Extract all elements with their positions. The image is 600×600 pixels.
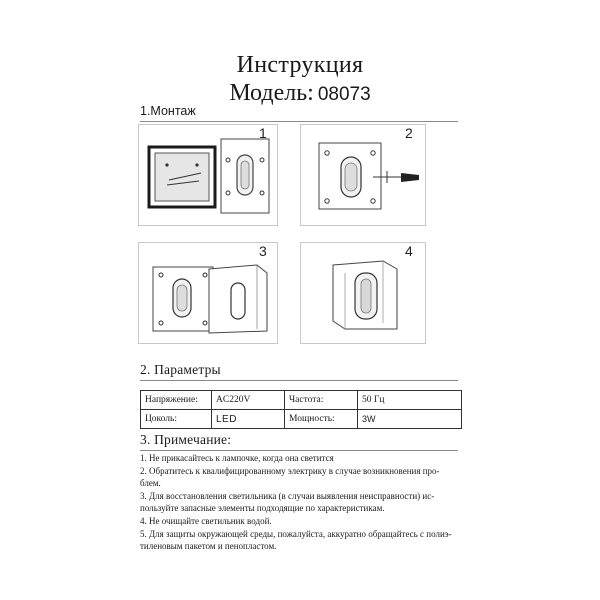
- param-label: Мощность:: [285, 410, 358, 429]
- section-parameters-divider: [140, 380, 458, 381]
- step-1-illustration: [139, 125, 277, 225]
- section-notes-divider: [140, 450, 458, 451]
- parameters-table: [140, 390, 462, 429]
- step-4-number: 4: [405, 243, 413, 259]
- step-4-panel: [300, 242, 426, 344]
- model-number: 08073: [317, 84, 371, 105]
- table-row: [141, 391, 462, 410]
- section-notes-heading: 3. Примечание:: [140, 432, 232, 447]
- note-line: 1. Не прикасайтесь к лампочке, когда она светится: [140, 453, 334, 463]
- param-value: 50 Гц: [358, 391, 462, 410]
- param-value: LED: [212, 410, 285, 429]
- step-2-number: 2: [405, 125, 413, 141]
- model-line: [0, 80, 600, 107]
- note-line: 2. Обратитесь к квалифицированному электрику в случае возникновения про-: [140, 465, 440, 476]
- section-mounting-divider: [140, 121, 458, 122]
- section-parameters-heading: 2. Параметры: [140, 362, 221, 377]
- param-label: Напряжение:: [141, 391, 212, 410]
- note-line: пользуйте запасные элементы подходящие по характеристикам.: [140, 503, 385, 514]
- note-line: блем.: [140, 478, 161, 489]
- step-3-illustration: [139, 243, 277, 343]
- notes-list: [140, 452, 452, 553]
- document-title: Инструкция: [236, 52, 364, 78]
- param-value: 3W: [358, 410, 462, 429]
- note-line: тиленовым пакетом и пенопластом.: [140, 541, 277, 552]
- step-2-panel: [300, 124, 426, 226]
- note-line: 4. Не очищайте светильник водой.: [140, 515, 272, 526]
- note-line: 3. Для восстановления светильника (в случаи выявления неисправности) ис-: [140, 490, 435, 501]
- model-label: Модель:: [229, 80, 314, 106]
- param-label: Цоколь:: [141, 410, 212, 429]
- step-1-number: 1: [259, 125, 267, 141]
- step-3-panel: [138, 242, 278, 344]
- param-value: AC220V: [212, 391, 285, 410]
- note-line: 5. Для защиты окружающей среды, пожалуйста, аккуратно обращайтесь с полиэ-: [140, 528, 452, 539]
- table-row: [141, 410, 462, 429]
- param-label: Частота:: [285, 391, 358, 410]
- step-3-number: 3: [259, 243, 267, 259]
- step-1-panel: [138, 124, 278, 226]
- section-mounting-heading: 1.Монтаж: [140, 104, 196, 118]
